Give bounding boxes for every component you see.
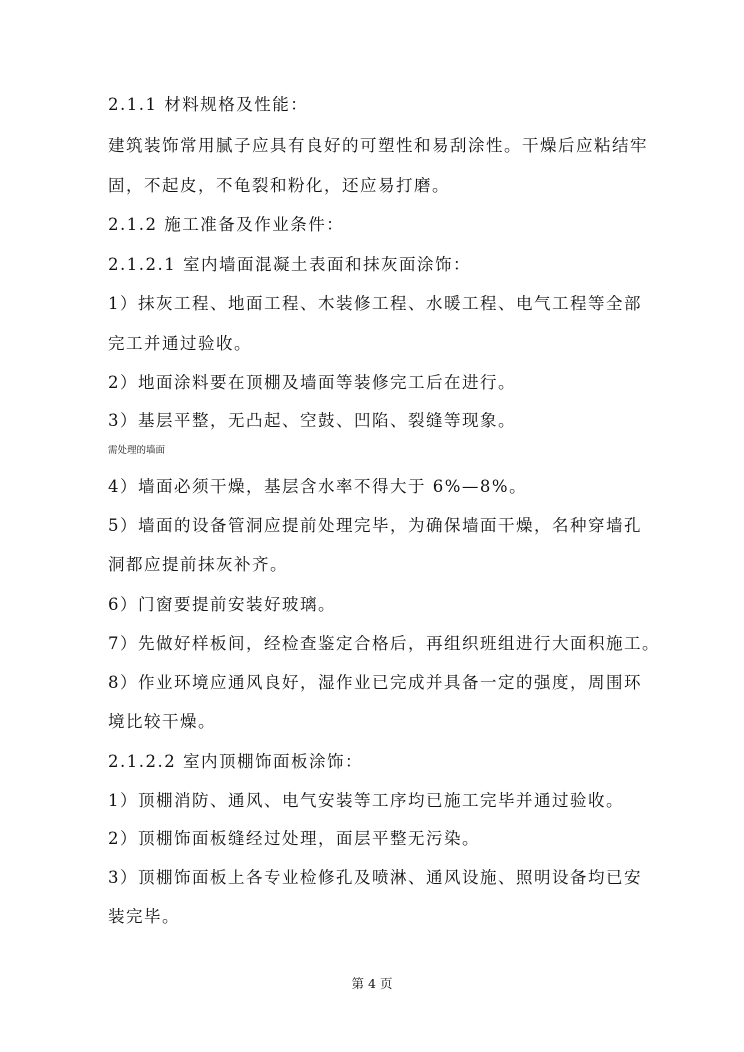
small-note: 需处理的墙面 — [108, 445, 166, 456]
heading-interior-wall: 2.1.2.1 室内墙面混凝土表面和抹灰面涂饰： — [108, 255, 471, 274]
paragraph-line: 建筑装饰常用腻子应具有良好的可塑性和易刮涂性。干燥后应粘结牢 — [108, 136, 648, 155]
heading-material-spec: 2.1.1 材料规格及性能： — [108, 95, 309, 114]
list-item-continuation: 境比较干燥。 — [108, 712, 216, 731]
list-item: 8）作业环境应通风良好，湿作业已完成并具备一定的强度，周围环 — [108, 673, 642, 692]
list-item: 1）顶棚消防、通风、电气安装等工序均已施工完毕并通过验收。 — [108, 791, 624, 810]
list-item: 3）基层平整，无凸起、空鼓、凹陷、裂缝等现象。 — [108, 411, 516, 430]
paragraph-line: 固，不起皮，不龟裂和粉化，还应易打磨。 — [108, 176, 450, 195]
list-item: 1）抹灰工程、地面工程、木装修工程、水暖工程、电气工程等全部 — [108, 294, 642, 313]
heading-ceiling-panel: 2.1.2.2 室内顶棚饰面板涂饰： — [108, 752, 363, 771]
list-item: 5）墙面的设备管洞应提前处理完毕，为确保墙面干燥，名种穿墙孔 — [108, 516, 642, 535]
page-number: 第 4 页 — [351, 976, 393, 991]
list-item-continuation: 装完毕。 — [108, 907, 180, 926]
list-item-continuation: 洞都应提前抹灰补齐。 — [108, 555, 288, 574]
list-item: 3）顶棚饰面板上各专业检修孔及喷淋、通风设施、照明设备均已安 — [108, 868, 642, 887]
list-item-continuation: 完工并通过验收。 — [108, 334, 252, 353]
list-item: 4）墙面必须干燥，基层含水率不得大于 6%—8%。 — [108, 477, 528, 496]
heading-preparation: 2.1.2 施工准备及作业条件： — [108, 215, 345, 234]
list-item: 2）顶棚饰面板缝经过处理，面层平整无污染。 — [108, 829, 480, 848]
list-item: 6）门窗要提前安装好玻璃。 — [108, 595, 336, 614]
list-item: 2）地面涂料要在顶棚及墙面等装修完工后在进行。 — [108, 373, 516, 392]
list-item: 7）先做好样板间，经检查鉴定合格后，再组织班组进行大面积施工。 — [108, 634, 660, 653]
